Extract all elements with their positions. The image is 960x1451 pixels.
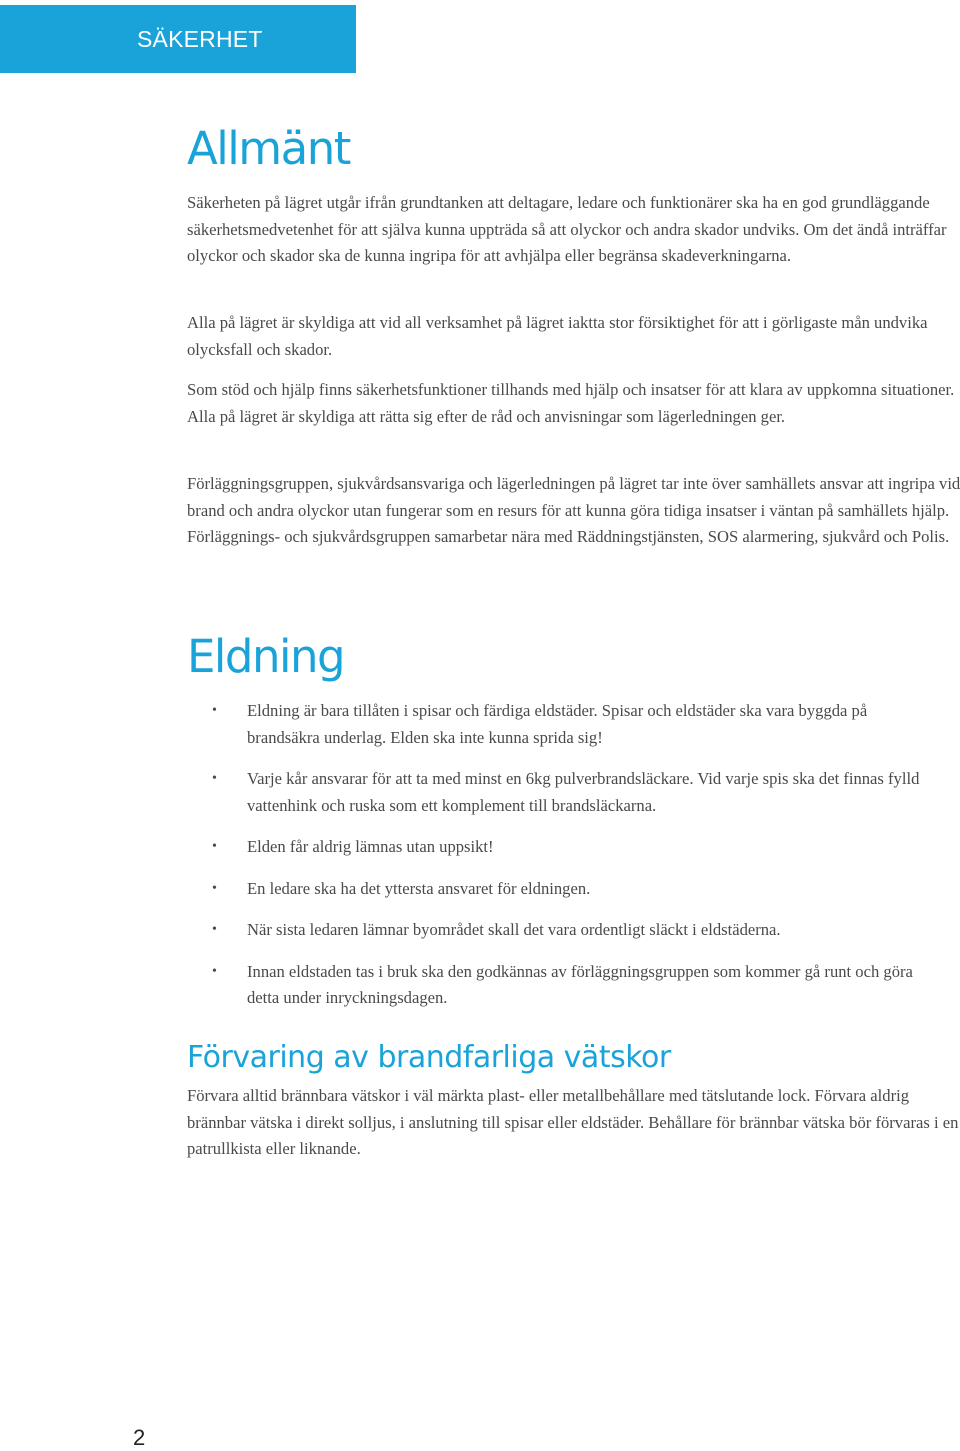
bullet-icon: • — [212, 880, 217, 896]
bullet-icon: • — [212, 703, 217, 718]
section-tab — [0, 5, 356, 73]
list-item — [167, 876, 942, 903]
page-number: 2 — [133, 1425, 146, 1450]
list-item — [167, 698, 942, 751]
heading-allmant: Allmänt — [187, 122, 350, 175]
list-item-text: Innan eldstaden tas i bruk ska den godkännas av förläggningsgruppen som kommer gå runt och göra detta under inryckningsdagen. — [247, 961, 913, 1007]
bullet-list — [167, 698, 942, 1027]
bullet-icon: • — [212, 839, 217, 854]
list-item-text: Eldning är bara tillåten i spisar och färdiga eldstäder. Spisar och eldstäder ska vara byggda på brandsäkra underlag. Elden ska inte kunna sprida sig! — [247, 701, 868, 747]
paragraph: Som stöd och hjälp finns säkerhetsfunktioner tillhands med hjälp och insatser för att klara av uppkomna situationer. Alla på lägret är skyldiga att rätta sig efter de råd och anvisningar som lägerledningen ger. — [187, 380, 955, 426]
list-item-text: Varje kår ansvarar för att ta med minst en 6kg pulverbrandsläckare. Vid varje spis ska det finnas fylld vattenhink och ruska som ett komplement till brandsläckarna. — [247, 769, 920, 815]
heading-forvaring: Förvaring av brandfarliga vätskor — [187, 1040, 671, 1075]
bullet-icon: • — [212, 922, 217, 937]
list-item — [167, 917, 942, 944]
list-item — [167, 959, 942, 1012]
section-label: SÄKERHET — [137, 26, 263, 52]
paragraph: Säkerheten på lägret utgår ifrån grundtanken att deltagare, ledare och funktionärer ska ha en god grundläggande säkerhetsmedvetenhet för att själva kunna uppträda så att olyckor och andra skador undviks. Om det ändå inträffar olyckor och skador ska de kunna ingripa för att avhjälpa eller begränsa skadeverkningarna. — [187, 193, 947, 265]
bullet-icon: • — [212, 963, 217, 979]
list-item-text: En ledare ska ha det yttersta ansvaret för eldningen. — [247, 878, 591, 898]
list-item — [167, 834, 942, 861]
paragraph: Förvara alltid brännbara vätskor i väl märkta plast- eller metallbehållare med tätslutande lock. Förvara aldrig brännbar vätska i direkt solljus, i anslutning till spisar eller eldstäder. Behållare för brännbar vätska bör förvaras i en patrullkista eller liknande. — [187, 1086, 959, 1158]
list-item — [167, 766, 942, 819]
bullet-icon: • — [212, 771, 217, 786]
paragraph: Alla på lägret är skyldiga att vid all verksamhet på lägret iaktta stor försiktighet för att i görligaste mån undvika olycksfall och skador. — [187, 313, 928, 359]
list-item-text: När sista ledaren lämnar byområdet skall det vara ordentligt släckt i eldstäderna. — [247, 920, 781, 939]
list-item-text: Elden får aldrig lämnas utan uppsikt! — [247, 837, 494, 856]
paragraph: Förläggningsgruppen, sjukvårdsansvariga och lägerledningen på lägret tar inte över samhällets ansvar att ingripa vid brand och andra olyckor utan fungerar som en resurs för att kunna göra tidiga insatser i väntan på samhällets hjälp. Förläggnings- och sjukvårdsgruppen samarbetar nära med Räddningstjänsten, SOS alarmering, sjukvård och Polis. — [187, 474, 960, 546]
heading-eldning: Eldning — [187, 630, 345, 683]
